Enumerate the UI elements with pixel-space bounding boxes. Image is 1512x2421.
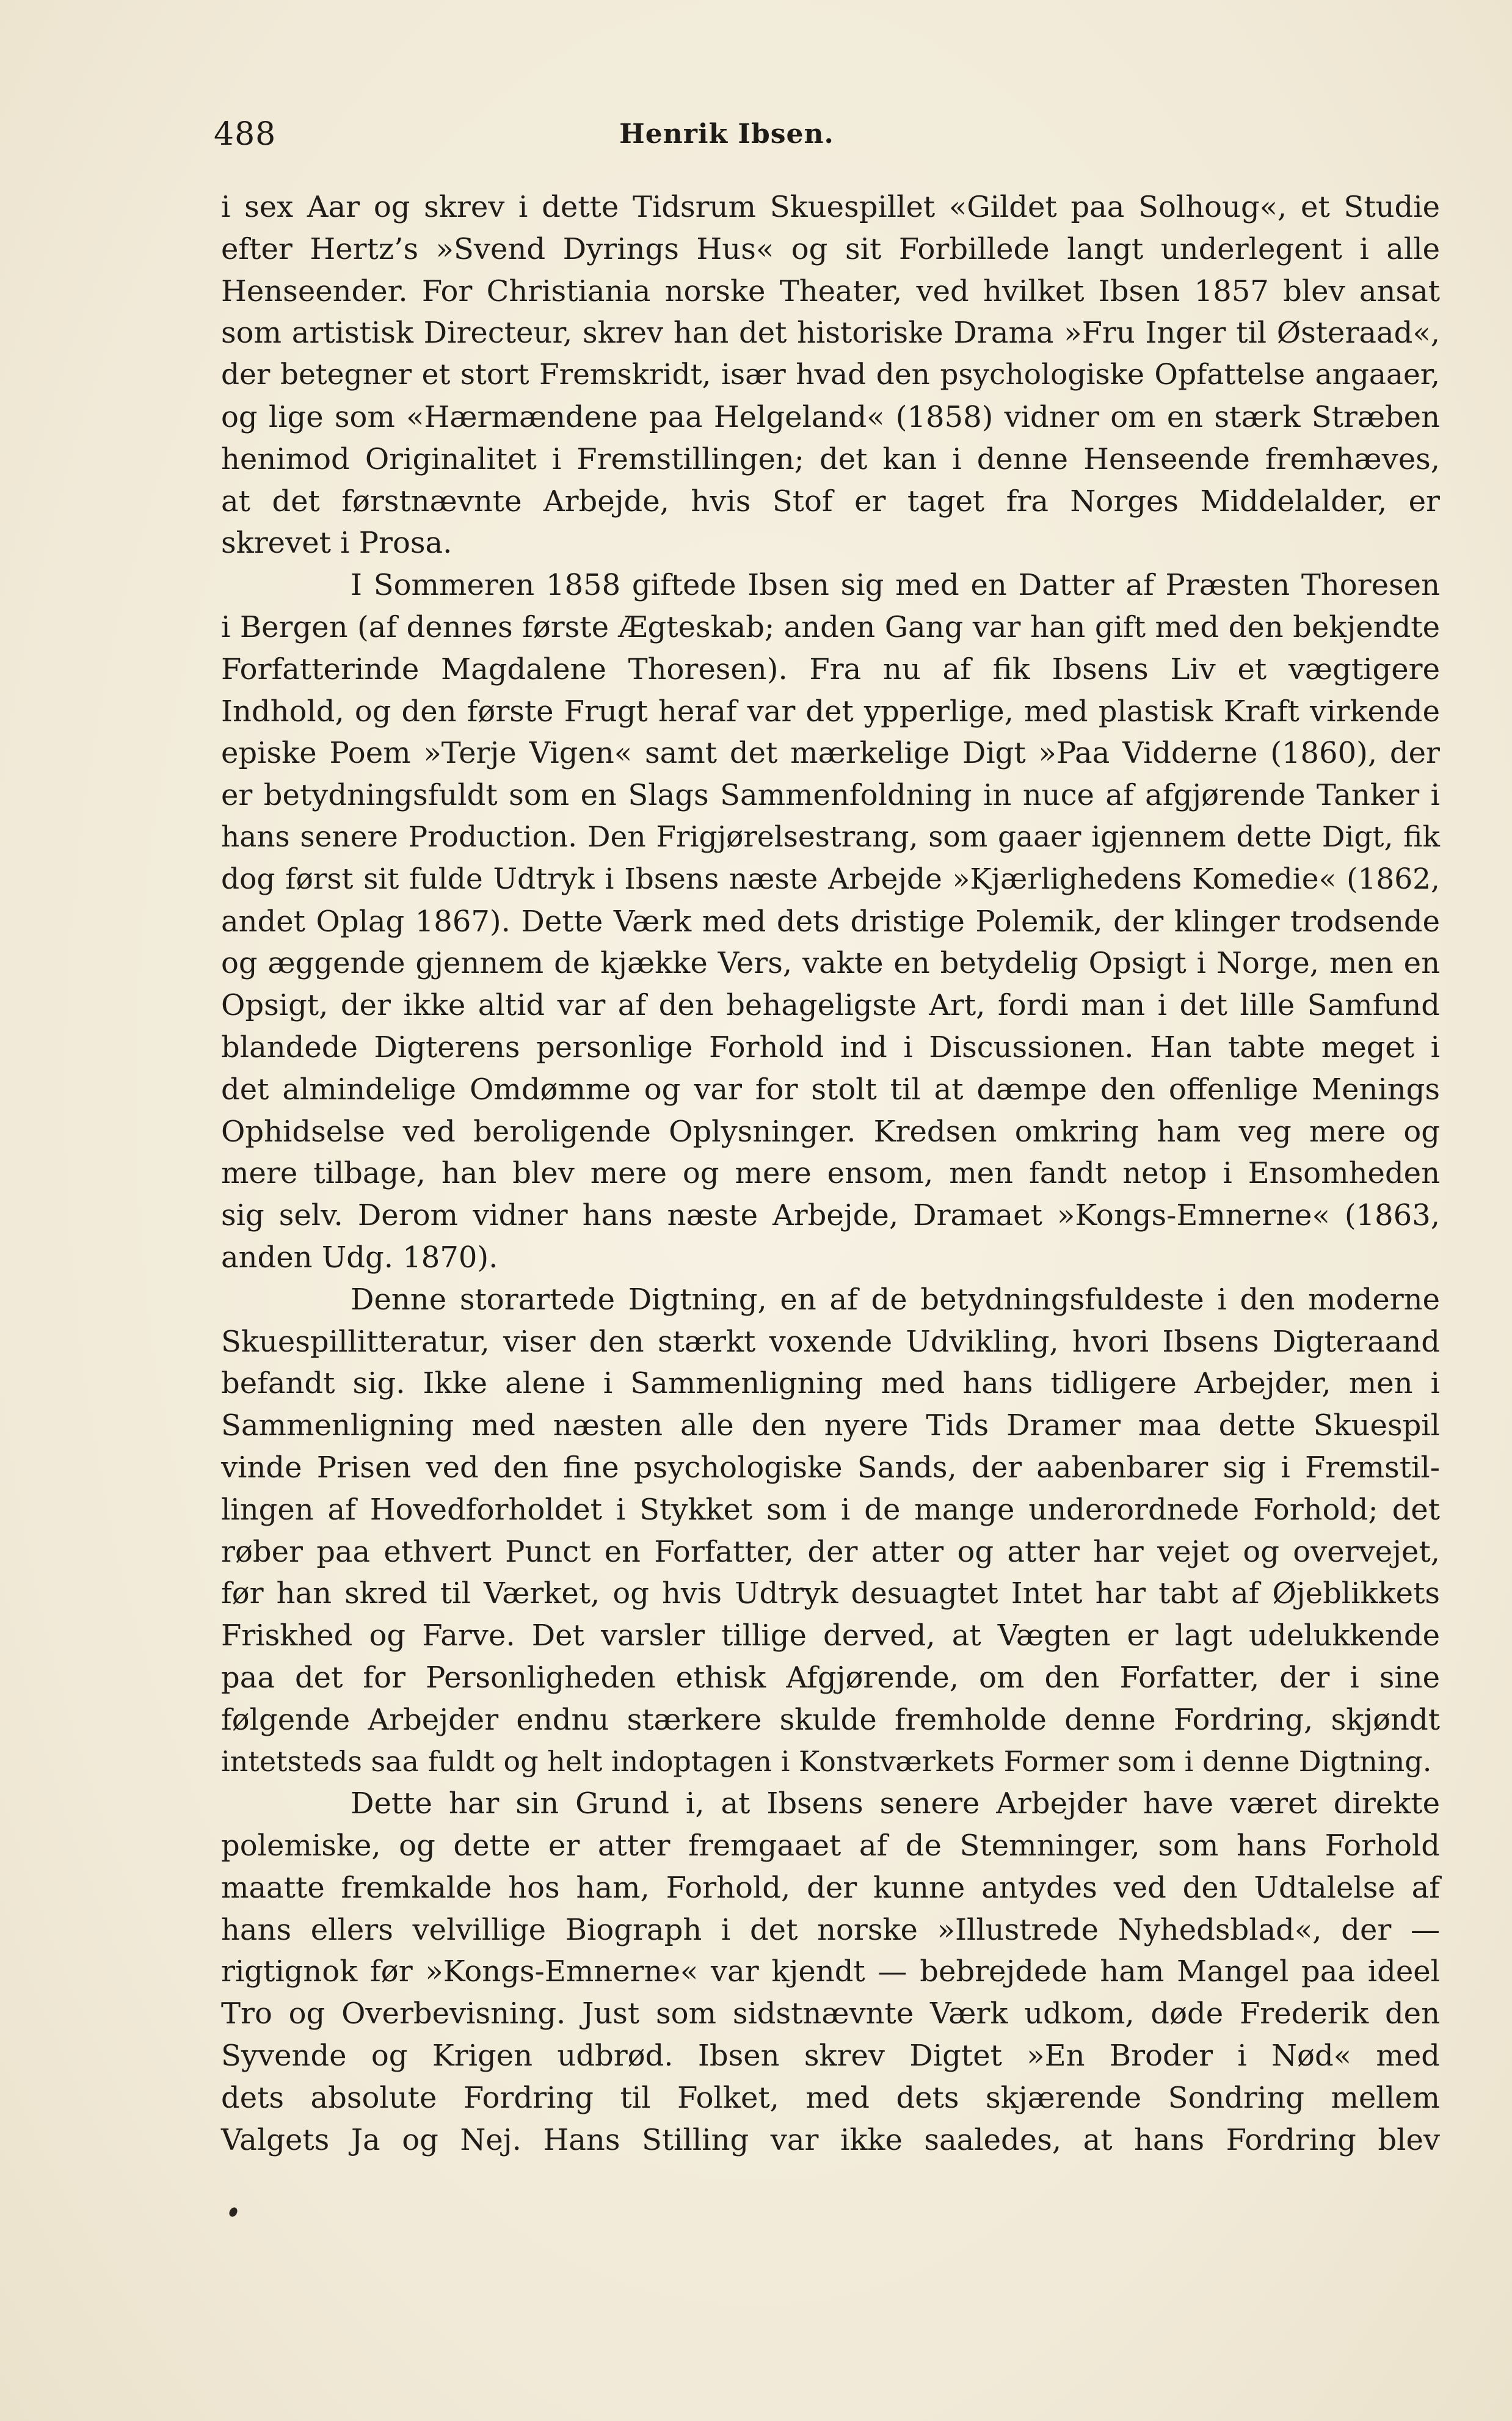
text-line: anden Udg. 1870). (221, 1240, 498, 1275)
text-line: Syvende og Krigen udbrød. Ibsen skrev Digtet »En Broder i Nød« med (221, 2039, 1440, 2073)
ink-speck (228, 2206, 239, 2218)
text-line: der betegner et stort Fremskridt, især hvad den psychologiske Opfattelse angaaer, (221, 358, 1440, 392)
text-line: mere tilbage, han blev mere og mere ensom, men fandt netop i Ensomheden (221, 1156, 1440, 1191)
text-line: blandede Digterens personlige Forhold ind i Discussionen. Han tabte meget i (221, 1030, 1440, 1065)
page-number: 488 (214, 116, 277, 153)
running-head: Henrik Ibsen. (619, 118, 834, 150)
text-line: paa det for Personligheden ethisk Afgjørende, om den Forfatter, der i sine (221, 1660, 1440, 1695)
text-line: Forfatterinde Magdalene Thoresen). Fra nu af fik Ibsens Liv et vægtigere (221, 652, 1440, 686)
text-line: at det førstnævnte Arbejde, hvis Stof er taget fra Norges Middelalder, er (221, 484, 1440, 519)
text-line: i sex Aar og skrev i dette Tidsrum Skuespillet «Gildet paa Solhoug«, et Studie (221, 190, 1440, 224)
text-line: rigtignok før »Kongs-Emnerne« var kjendt — bebrejdede ham Mangel paa ideel (221, 1954, 1440, 1989)
text-line: sig selv. Derom vidner hans næste Arbejde, Dramaet »Kongs-Emnerne« (1863, (221, 1198, 1440, 1233)
text-line: hans ellers velvillige Biograph i det norske »Illustrede Nyhedsblad«, der — (221, 1912, 1440, 1947)
text-line: Denne storartede Digtning, en af de betydningsfuldeste i den moderne (351, 1282, 1440, 1317)
text-line: vinde Prisen ved den fine psychologiske Sands, der aabenbarer sig i Fremstil- (221, 1450, 1440, 1485)
text-line: andet Oplag 1867). Dette Værk med dets dristige Polemik, der klinger trodsende (221, 904, 1440, 939)
text-line: Henseender. For Christiania norske Theater, ved hvilket Ibsen 1857 blev ansat (221, 274, 1440, 308)
text-line: Indhold, og den første Frugt heraf var det ypperlige, med plastisk Kraft virkende (221, 694, 1440, 729)
text-line: skrevet i Prosa. (221, 526, 453, 561)
text-line: polemiske, og dette er atter fremgaaet af de Stemninger, som hans Forhold (221, 1829, 1440, 1863)
text-line: dets absolute Fordring til Folket, med dets skjærende Sondring mellem (221, 2080, 1440, 2115)
body-text (221, 186, 1440, 2161)
text-line: Skuespillitteratur, viser den stærkt voxende Udvikling, hvori Ibsens Digteraand (221, 1324, 1440, 1359)
text-line: i Bergen (af dennes første Ægteskab; anden Gang var han gift med den bekjendte (221, 610, 1440, 644)
text-line: det almindelige Omdømme og var for stolt til at dæmpe den offenlige Menings (221, 1072, 1440, 1107)
text-line: Tro og Overbevisning. Just som sidstnævnte Værk udkom, døde Frederik den (221, 1997, 1440, 2031)
text-line: som artistisk Directeur, skrev han det historiske Drama »Fru Inger til Østeraad«, (221, 316, 1440, 351)
text-line: Valgets Ja og Nej. Hans Stilling var ikke saaledes, at hans Fordring blev (221, 2122, 1440, 2157)
text-line: følgende Arbejder endnu stærkere skulde fremholde denne Fordring, skjøndt (221, 1702, 1440, 1737)
text-line: henimod Originalitet i Fremstillingen; det kan i denne Henseende fremhæves, (221, 442, 1440, 476)
text-line: Sammenligning med næsten alle den nyere Tids Dramer maa dette Skuespil (221, 1408, 1440, 1443)
text-line: før han skred til Værket, og hvis Udtryk desuagtet Intet har tabt af Øjeblikkets (221, 1576, 1440, 1611)
text-line: Friskhed og Farve. Det varsler tillige derved, at Vægten er lagt udelukkende (221, 1618, 1440, 1653)
page-header (214, 116, 1240, 159)
text-line: I Sommeren 1858 giftede Ibsen sig med en Datter af Præsten Thoresen (351, 568, 1440, 603)
text-line: Opsigt, der ikke altid var af den behageligste Art, fordi man i det lille Samfund (221, 988, 1440, 1023)
text-line: hans senere Production. Den Frigjørelsestrang, som gaaer igjennem dette Digt, fik (221, 820, 1440, 854)
text-line: befandt sig. Ikke alene i Sammenligning med hans tidligere Arbejder, men i (221, 1366, 1440, 1401)
text-line: og lige som «Hærmændene paa Helgeland« (1858) vidner om en stærk Stræben (221, 399, 1440, 434)
text-line: episke Poem »Terje Vigen« samt det mærkelige Digt »Paa Vidderne (1860), der (221, 736, 1440, 771)
text-line: er betydningsfuldt som en Slags Sammenfoldning in nuce af afgjørende Tanker i (221, 778, 1440, 813)
text-line: maatte fremkalde hos ham, Forhold, der kunne antydes ved den Udtalelse af (221, 1870, 1440, 1905)
text-line: Dette har sin Grund i, at Ibsens senere Arbejder have været direkte (351, 1786, 1440, 1821)
text-line: intetsteds saa fuldt og helt indoptagen i Konstværkets Former som i denne Digtning. (221, 1745, 1432, 1778)
text-line: dog først sit fulde Udtryk i Ibsens næste Arbejde »Kjærlighedens Komedie« (1862, (221, 862, 1440, 896)
text-line: røber paa ethvert Punct en Forfatter, der atter og atter har vejet og overvejet, (221, 1534, 1440, 1569)
text-line: efter Hertz’s »Svend Dyrings Hus« og sit Forbillede langt underlegent i alle (221, 231, 1440, 266)
text-line: lingen af Hovedforholdet i Stykket som i de mange underordnede Forhold; det (221, 1492, 1440, 1527)
text-line: og æggende gjennem de kjække Vers, vakte en betydelig Opsigt i Norge, men en (221, 946, 1440, 981)
text-line: Ophidselse ved beroligende Oplysninger. Kredsen omkring ham veg mere og (221, 1114, 1440, 1149)
